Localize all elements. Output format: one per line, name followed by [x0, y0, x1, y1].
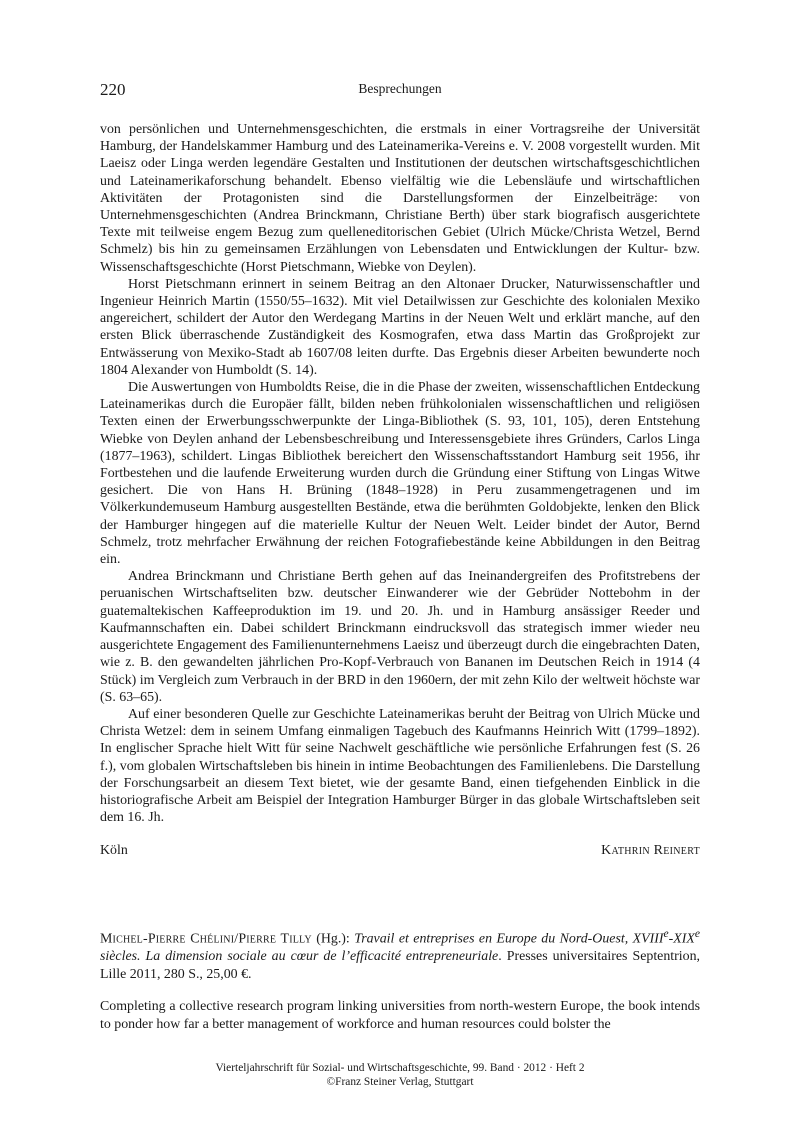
citation-title-part1: Travail et entreprises en Europe du Nord-Ouest, XVIII [354, 931, 664, 947]
next-review-citation [100, 925, 700, 983]
footer-publisher: ©Franz Steiner Verlag, Stuttgart [326, 1076, 474, 1088]
review-body-text [100, 121, 700, 826]
citation-sup1: e [663, 927, 669, 940]
running-head: Besprechungen [358, 81, 442, 96]
citation-title-part3: siècles. La dimension sociale au cœur de l’efficacité entrepreneuriale [100, 949, 499, 965]
page-footer [0, 1061, 800, 1089]
paragraph: Die Auswertungen von Humboldts Reise, die in die Phase der zweiten, wissenschaftlichen Entdeckung Lateinamerikas durch die Europäer fällt, bilden neben frühkolonialen wissenschaftlichen und religiösen Texten einen der Erwerbungsschwerpunkte der Linga-Bibliothek (S. 93, 101, 105), deren Entstehung Wiebke von Deylen anhand der Lebensbeschreibung und Interessensgebiete ihres Gründers, Carlos Linga (1877–1963), schildert. Lingas Bibliothek bereichert den Wissenschaftsstandort Hamburg seit 1956, ihr Fortbestehen und die laufende Erweiterung wurden durch die Gründung einer Stiftung von Lingas Witwe gesichert. Die von Hans H. Brüning (1848–1928) in Peru zusammengetragenen und im Völkerkundemuseum Hamburg ausgestellten Bestände, etwa die berühmten Goldobjekte, lenken den Blick der Hamburger hingegen auf die materielle Kultur der Neuen Welt. Leider bindet der Autor, Bernd Schmelz, trotz mehrfacher Erwähnung der reichen Fotografiebestände keine Abbildungen in den Beitrag ein. [100, 380, 700, 568]
page-number: 220 [100, 80, 126, 99]
signature-place: Köln [100, 843, 128, 858]
signature-author: Kathrin Reinert [601, 843, 700, 858]
paragraph: Auf einer besonderen Quelle zur Geschichte Lateinamerikas beruht der Beitrag von Ulrich Mücke und Christa Wetzel: dem in seinem Umfang einmaligen Tagebuch des Kaufmanns Heinrich Witt (1799–1892). In englischer Sprache hielt Witt für seine Nachwelt geschäftliche wie persönliche Erfahrungen fest (S. 26 f.), vom globalen Wirtschaftsleben bis hinein in intime Beobachtungen des Familienlebens. Die Darstellung der Forschungsarbeit an diesem Text bietet, wie der gesamte Band, einen tiefgehenden Einblick in die historiografische Arbeit am Beispiel der Integration Hamburger Bürger in das globale Wirtschaftsleben seit dem 16. Jh. [100, 706, 700, 826]
paragraph: Horst Pietschmann erinnert in seinem Beitrag an den Altonaer Drucker, Naturwissenschaftler und Ingenieur Heinrich Martin (1550/55–1632). Mit viel Detailwissen zur Geschichte des kolonialen Mexiko angereichert, schildert der Autor den Werdegang Martins in der Neuen Welt und erklärt manche, auf den ersten Blick überraschende Zuständigkeit des Kosmografen, etwa dass Martin das Großprojekt zur Entwässerung von Mexiko-Stadt ab 1607/08 leiten durfte. Das Ergebnis dieser Arbeiten bewunderte noch 1804 Alexander von Humboldt (S. 14). [100, 276, 700, 378]
citation-authors: Michel-Pierre Chélini/Pierre Tilly [100, 931, 312, 947]
next-review-first-paragraph: Completing a collective research program linking universities from north-western Europe, the book intends to ponder how far a better management of workforce and human resources could bolster the [100, 999, 700, 1032]
paragraph: von persönlichen und Unternehmensgeschichten, die erstmals in einer Vortragsreihe der Universität Hamburg, der Handelskammer Hamburg und des Lateinamerika-Vereins e. V. 2008 vorgestellt wurden. Mit Laeisz oder Linga werden legendäre Gestalten und Institutionen der deutschen wirtschaftsgeschichtlichen und Lateinamerikaforschung behandelt. Ebenso vielfältig wie die Lebensläufe und wirtschaftlichen Aktivitäten der Protagonisten sind die Darstellungsformen der Einzelbeiträge: von Unternehmensgeschichten (Andrea Brinckmann, Christiane Berth) über stark biografisch ausgerichtete Texte mit teilweise engem Bezug zum quelleneditorischen Gebiet (Ulrich Mücke/Christa Wetzel, Bernd Schmelz) bis hin zu gemeinsamen Erzählungen von Lebensdaten und Entwicklungen der Kultur- bzw. Wissenschaftsgeschichte (Horst Pietschmann, Wiebke von Deylen). [100, 122, 700, 275]
citation-publication: . Presses universitaires Septentrion, Lille 2011, 280 S., 25,00 €. [100, 949, 700, 982]
citation-editor-mark: (Hg.): [311, 931, 355, 947]
footer-journal: Vierteljahrschrift für Sozial- und Wirtschaftsgeschichte, 99. Band · 2012 · Heft 2 [215, 1062, 585, 1074]
citation-sup2: e [694, 927, 700, 940]
paragraph: Andrea Brinckmann und Christiane Berth gehen auf das Ineinandergreifen des Profitstrebens der peruanischen Wirtschaftseliten bzw. deutscher Einwanderer wie der Gebrüder Nottebohm in der guatemaltekischen Kaffeeproduktion im 19. und 20. Jh. und in Hamburg ansässiger Reeder und Kaufmannschaften ein. Dabei schildert Brinckmann eindrucksvoll das strategisch immer wieder neu ausgerichtete Engagement des Familienunternehmens Laeisz und überzeugt durch die eingebrachten Daten, wie z. B. den gewandelten jährlichen Pro-Kopf-Verbrauch von Bananen im Deutschen Reich in 1914 (4 Stück) im Vergleich zum Verbrauch in der BRD in den 1960ern, der mit zehn Kilo der weltweit höchste war (S. 63–65). [100, 569, 700, 705]
citation-title-part2: -XIX [668, 931, 695, 947]
